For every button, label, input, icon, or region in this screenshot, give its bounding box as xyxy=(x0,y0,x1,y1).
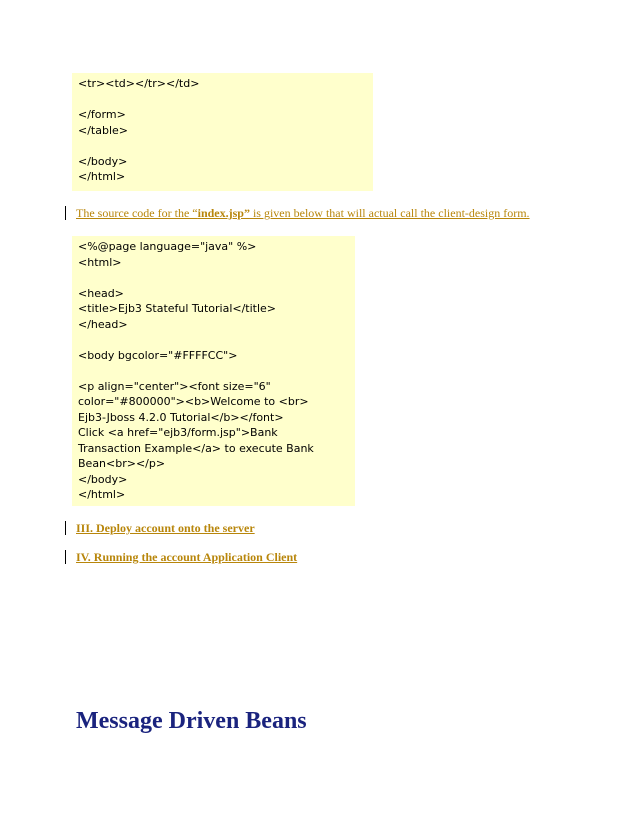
running-client-label: IV. Running the account Application Client xyxy=(76,550,298,564)
running-client-link[interactable] xyxy=(65,550,297,564)
code-line: Click <a href="ejb3/form.jsp">Bank xyxy=(78,426,278,439)
code-line xyxy=(78,270,349,286)
section-title: Message Driven Beans xyxy=(76,708,307,734)
code-line: Transaction Example</a> to execute Bank xyxy=(78,441,314,455)
code-line: <html> xyxy=(78,255,122,269)
code-line xyxy=(78,92,367,108)
intro-text-before: The source code for the “ xyxy=(76,206,198,220)
code-line: <tr><td></tr></td> xyxy=(78,77,200,90)
code-line: Bean<br></p> xyxy=(78,457,166,470)
code-line: </form> xyxy=(78,108,126,121)
code-line: <title>Ejb3 Stateful Tutorial</title> xyxy=(78,302,277,315)
intro-paragraph xyxy=(65,206,530,220)
code-line: <body bgcolor="#FFFFCC"> xyxy=(78,348,238,362)
code-line: <%@page language="java" %> xyxy=(78,240,257,253)
code-line xyxy=(78,138,367,154)
code-line xyxy=(78,332,349,348)
code-line: </table> xyxy=(78,123,128,137)
code-line: color="#800000"><b>Welcome to <br> xyxy=(78,395,309,408)
code-snippet-index-jsp xyxy=(72,236,355,506)
code-line: </html> xyxy=(78,170,126,183)
code-snippet-form-end xyxy=(72,73,373,191)
code-line: </body> xyxy=(78,472,128,486)
deploy-account-label: III. Deploy account onto the server xyxy=(76,521,255,535)
deploy-account-link[interactable] xyxy=(65,521,255,535)
code-line: <p align="center"><font size="6" xyxy=(78,379,271,393)
intro-text-after: is given below that will actual call the client-design form. xyxy=(249,206,530,220)
code-line: </body> xyxy=(78,154,128,168)
code-line xyxy=(78,363,349,379)
code-line: <head> xyxy=(78,286,124,300)
index-jsp-link[interactable]: index.jsp” xyxy=(197,206,250,220)
code-line: </head> xyxy=(78,317,128,331)
code-line: Ejb3-Jboss 4.2.0 Tutorial</b></font> xyxy=(78,410,284,424)
code-line: </html> xyxy=(78,488,126,501)
